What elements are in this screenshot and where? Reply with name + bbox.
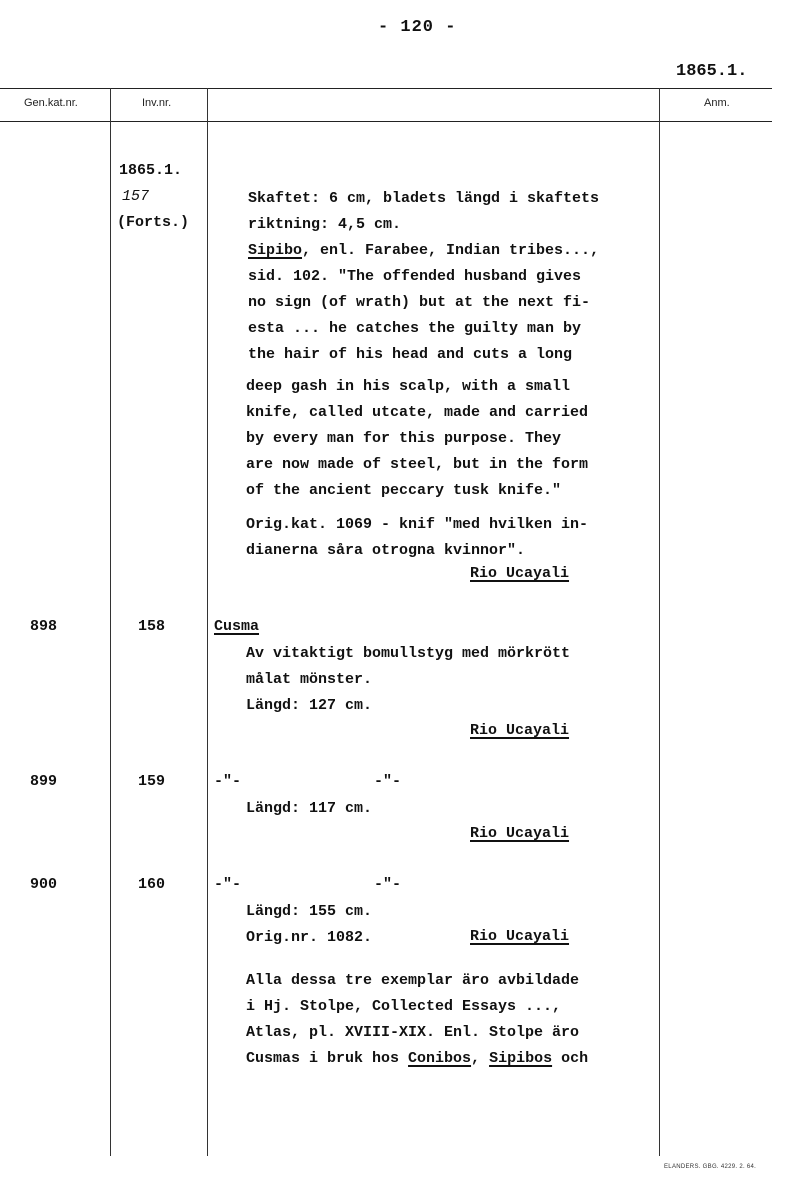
entry-text: Orig.nr. 1082. xyxy=(246,929,373,946)
page-number: - 120 - xyxy=(378,18,457,37)
entry-note: Atlas, pl. XVIII-XIX. Enl. Stolpe äro xyxy=(246,1024,580,1041)
inv-number: 157 xyxy=(122,188,150,205)
column-divider-anm xyxy=(659,88,660,1156)
entry-text: Skaftet: 6 cm, bladets längd i skaftets xyxy=(248,190,600,207)
entry-text: by every man for this purpose. They xyxy=(246,430,562,447)
entry-text: Längd: 127 cm. xyxy=(246,697,373,714)
inv-number: 159 xyxy=(138,773,166,790)
gen-kat-number: 899 xyxy=(30,773,58,790)
entry-text: no sign (of wrath) but at the next fi- xyxy=(248,294,591,311)
entry-text: knife, called utcate, made and carried xyxy=(246,404,589,421)
entry-note: Alla dessa tre exemplar äro avbildade xyxy=(246,972,580,989)
locality: Rio Ucayali xyxy=(470,825,570,842)
locality: Rio Ucayali xyxy=(470,722,570,739)
entry-text: Av vitaktigt bomullstyg med mörkrött xyxy=(246,645,571,662)
entry-text: Sipibo, enl. Farabee, Indian tribes..., xyxy=(248,242,600,259)
inv-number: 1865.1. xyxy=(119,162,183,179)
continuation-label: (Forts.) xyxy=(117,214,190,231)
entry-text: Längd: 117 cm. xyxy=(246,800,373,817)
ethnic-group-name: Sipibo xyxy=(248,242,303,259)
column-header-inv: Inv.nr. xyxy=(142,97,172,109)
ethnic-group-name: Conibos xyxy=(408,1050,472,1067)
object-name: Cusma xyxy=(214,618,260,635)
gen-kat-number: 900 xyxy=(30,876,58,893)
entry-text: esta ... he catches the guilty man by xyxy=(248,320,582,337)
entry-note: i Hj. Stolpe, Collected Essays ..., xyxy=(246,998,562,1015)
entry-text: sid. 102. "The offended husband gives xyxy=(248,268,582,285)
entry-text: are now made of steel, but in the form xyxy=(246,456,589,473)
catalog-number: 1865.1. xyxy=(676,62,748,81)
entry-text: Längd: 155 cm. xyxy=(246,903,373,920)
printer-imprint: ELANDERS. GBG. 4229. 2. 64. xyxy=(664,1164,757,1170)
locality: Rio Ucayali xyxy=(470,928,570,945)
entry-text: Orig.kat. 1069 - knif "med hvilken in- xyxy=(246,516,589,533)
table-top-rule xyxy=(0,88,772,89)
entry-text: riktning: 4,5 cm. xyxy=(248,216,402,233)
entry-text: of the ancient peccary tusk knife." xyxy=(246,482,562,499)
entry-note: Cusmas i bruk hos Conibos, Sipibos och xyxy=(246,1050,589,1067)
ethnic-group-name: Sipibos xyxy=(489,1050,553,1067)
ditto-mark: -"- xyxy=(374,773,402,790)
entry-text: deep gash in his scalp, with a small xyxy=(246,378,571,395)
ditto-mark: -"- xyxy=(374,876,402,893)
ditto-mark: -"- xyxy=(214,876,242,893)
column-divider-inv xyxy=(110,88,111,1156)
gen-kat-number: 898 xyxy=(30,618,58,635)
inv-number: 158 xyxy=(138,618,166,635)
ditto-mark: -"- xyxy=(214,773,242,790)
locality: Rio Ucayali xyxy=(470,565,570,582)
column-header-anm: Anm. xyxy=(704,97,730,109)
entry-text: the hair of his head and cuts a long xyxy=(248,346,573,363)
entry-text: dianerna såra otrogna kvinnor". xyxy=(246,542,526,559)
entry-text: målat mönster. xyxy=(246,671,373,688)
column-divider-text xyxy=(207,88,208,1156)
table-header-rule xyxy=(0,121,772,122)
column-header-gen-kat: Gen.kat.nr. xyxy=(24,97,78,109)
inv-number: 160 xyxy=(138,876,166,893)
